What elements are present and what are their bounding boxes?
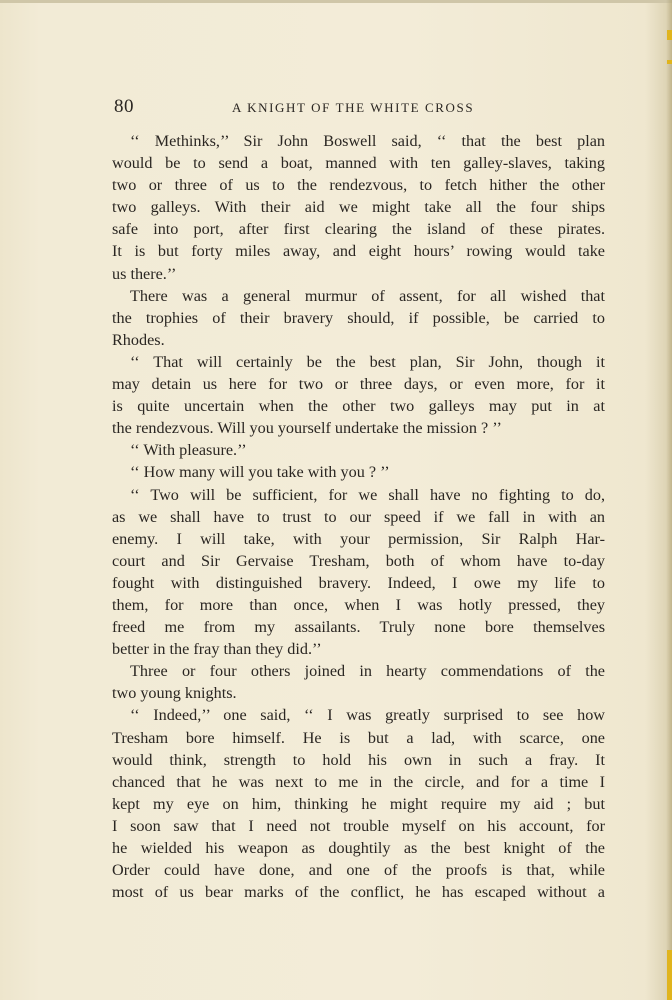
- text-line: safe into port, after first clearing the island of these pirates.: [112, 220, 605, 239]
- edge-color-mark: [667, 950, 672, 1000]
- text-line: I soon saw that I need not trouble myself on his account, for: [112, 816, 605, 835]
- text-line: enemy. I will take, with your permission, Sir Ralph Har-: [112, 529, 605, 548]
- text-line: ‘‘ Methinks,’’ Sir John Boswell said, ‘‘ that the best plan: [130, 132, 605, 150]
- edge-color-mark: [667, 30, 672, 40]
- text-line: fought with distinguished bravery. Indeed, I owe my life to: [112, 573, 605, 592]
- text-line: as we shall have to trust to our speed if we fall in with an: [112, 507, 605, 526]
- text-line: the trophies of their bravery should, if possible, be carried to: [112, 308, 605, 327]
- text-line: chanced that he was next to me in the circle, and for a time I: [112, 772, 605, 791]
- text-line: us there.’’: [112, 264, 177, 283]
- page-number: 80: [114, 96, 134, 117]
- text-line: Rhodes.: [112, 330, 165, 349]
- text-line: ‘‘ Two will be sufficient, for we shall have no fighting to do,: [130, 485, 605, 504]
- text-line: Tresham bore himself. He is but a lad, with scarce, one: [112, 728, 605, 747]
- text-line: kept my eye on him, thinking he might require my aid ; but: [112, 794, 605, 813]
- top-edge-rule: [0, 0, 672, 3]
- body-text: [112, 130, 605, 903]
- text-line: Three or four others joined in hearty commendations of the: [130, 662, 605, 681]
- text-line: most of us bear marks of the conflict, he has escaped without a: [112, 883, 605, 902]
- text-line: would be to send a boat, manned with ten galley-slaves, taking: [112, 154, 605, 173]
- running-head: A KNIGHT OF THE WHITE CROSS: [232, 100, 475, 115]
- text-line: better in the fray than they did.’’: [112, 640, 322, 659]
- text-line: two young knights.: [112, 684, 237, 703]
- text-line: Order could have done, and one of the proofs is that, while: [112, 861, 605, 880]
- page-header: [114, 96, 608, 120]
- text-line: the rendezvous. Will you yourself undertake the mission ? ’’: [112, 419, 502, 438]
- text-line: two or three of us to the rendezvous, to fetch hither the other: [112, 176, 605, 195]
- text-line: ‘‘ That will certainly be the best plan, Sir John, though it: [130, 352, 605, 371]
- text-line: It is but forty miles away, and eight hours’ rowing would take: [112, 242, 605, 261]
- text-line: would think, strength to hold his own in such a fray. It: [112, 750, 605, 769]
- text-line: two galleys. With their aid we might take all the four ships: [112, 198, 605, 217]
- text-line: may detain us here for two or three days, or even more, for it: [112, 375, 605, 394]
- text-line: court and Sir Gervaise Tresham, both of whom have to-day: [112, 551, 605, 570]
- text-line: he wielded his weapon as doughtily as the best knight of the: [112, 839, 605, 857]
- text-line: There was a general murmur of assent, for all wished that: [130, 286, 605, 305]
- page-edge-shadow: [666, 0, 672, 1000]
- text-line: them, for more than once, when I was hotly pressed, they: [112, 595, 605, 614]
- edge-color-mark: [667, 60, 672, 64]
- text-line: ‘‘ Indeed,’’ one said, ‘‘ I was greatly surprised to see how: [130, 706, 605, 725]
- text-line: freed me from my assailants. Truly none bore themselves: [112, 618, 605, 637]
- text-line: ‘‘ How many will you take with you ? ’’: [130, 463, 390, 482]
- text-line: ‘‘ With pleasure.’’: [130, 441, 247, 460]
- text-line: is quite uncertain when the other two galleys may put in at: [112, 397, 605, 416]
